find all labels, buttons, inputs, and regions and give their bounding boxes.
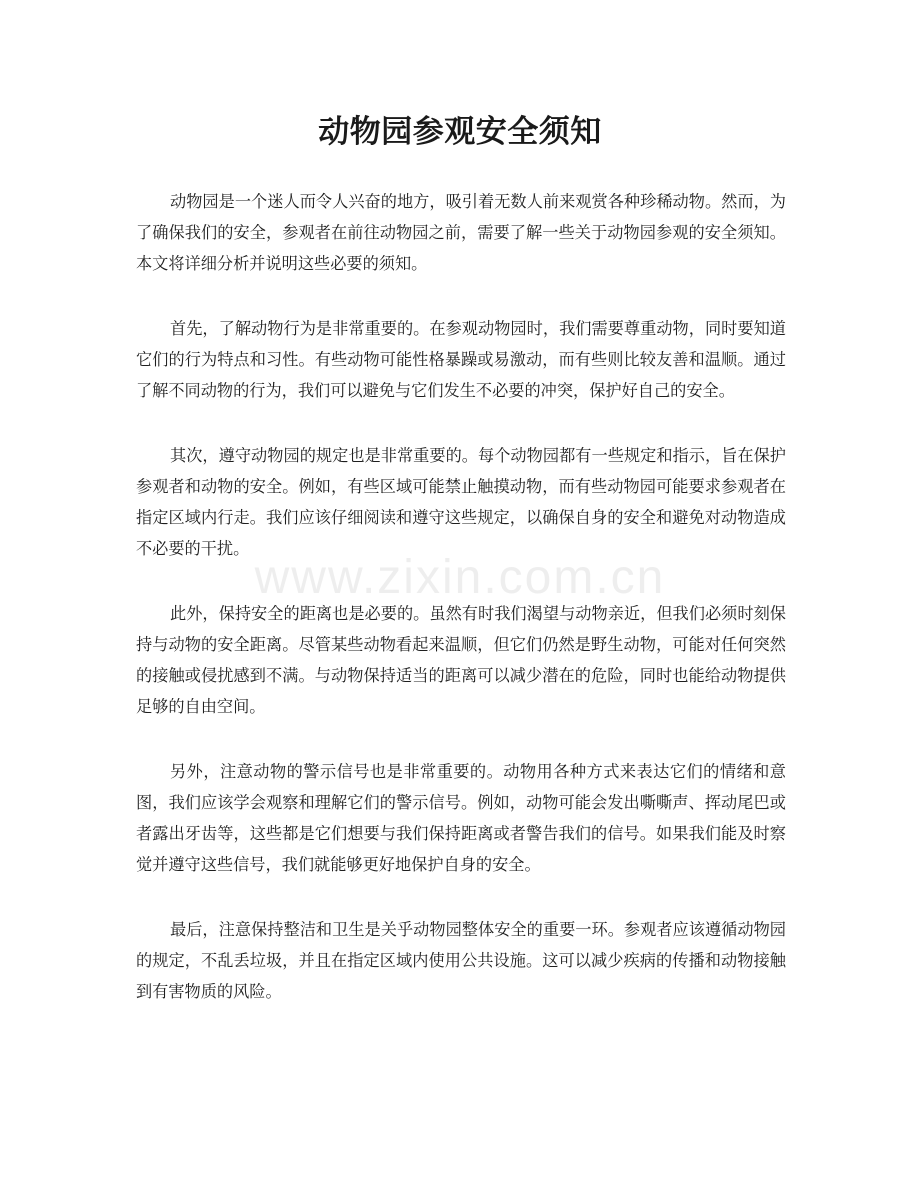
paragraph-hygiene: 最后，注意保持整洁和卫生是关乎动物园整体安全的重要一环。参观者应该遵循动物园的规定，不乱丢垃圾，并且在指定区域内使用公共设施。这可以减少疾病的传播和动物接触到有害物质的风险。 xyxy=(136,920,786,1001)
paragraph-animal-behavior: 首先，了解动物行为是非常重要的。在参观动物园时，我们需要尊重动物，同时要知道它们的行为特点和习性。有些动物可能性格暴躁或易激动，而有些则比较友善和温顺。通过了解不同动物的行为，我们可以避免与它们发生不必要的冲突，保护好自己的安全。 xyxy=(136,319,786,400)
paragraph-zoo-rules: 其次，遵守动物园的规定也是非常重要的。每个动物园都有一些规定和指示，旨在保护参观者和动物的安全。例如，有些区域可能禁止触摸动物，而有些动物园可能要求参观者在指定区域内行走。我们应该仔细阅读和遵守这些规定，以确保自身的安全和避免对动物造成不必要的干扰。 xyxy=(136,446,786,558)
paragraph-safe-distance: 此外，保持安全的距离也是必要的。虽然有时我们渴望与动物亲近，但我们必须时刻保持与动物的安全距离。尽管某些动物看起来温顺，但它们仍然是野生动物，可能对任何突然的接触或侵扰感到不满。与动物保持适当的距离可以减少潜在的危险，同时也能给动物提供足够的自由空间。 xyxy=(136,604,786,716)
document-body xyxy=(136,186,786,1041)
document-title: 动物园参观安全须知 xyxy=(318,114,602,150)
watermark: www.zixin.com.cn xyxy=(254,551,666,604)
paragraph-intro: 动物园是一个迷人而令人兴奋的地方，吸引着无数人前来观赏各种珍稀动物。然而，为了确保我们的安全，参观者在前往动物园之前，需要了解一些关于动物园参观的安全须知。本文将详细分析并说明这些必要的须知。 xyxy=(136,192,786,273)
paragraph-warning-signals: 另外，注意动物的警示信号也是非常重要的。动物用各种方式来表达它们的情绪和意图，我们应该学会观察和理解它们的警示信号。例如，动物可能会发出嘶嘶声、挥动尾巴或者露出牙齿等，这些都是它们想要与我们保持距离或者警告我们的信号。如果我们能及时察觉并遵守这些信号，我们就能够更好地保护自身的安全。 xyxy=(136,762,786,874)
